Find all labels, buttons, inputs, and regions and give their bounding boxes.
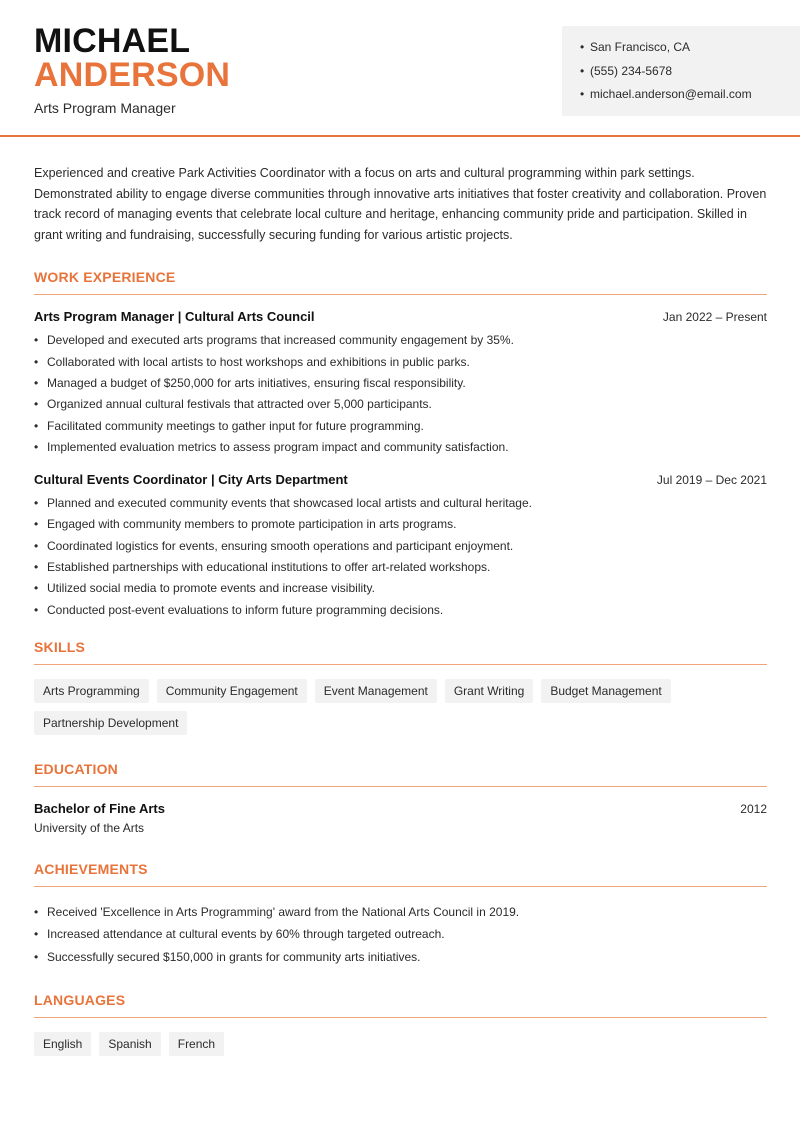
language-tags [34, 1032, 767, 1056]
skills-tags [34, 679, 767, 735]
language-tag: French [169, 1032, 224, 1056]
section-title: ACHIEVEMENTS [34, 861, 767, 887]
job-dates: Jan 2022 – Present [662, 310, 767, 325]
bullet-icon: • [580, 40, 585, 54]
list-item: • Organized annual cultural festivals that attracted over 5,000 participants. [34, 394, 767, 415]
job-role: Arts Program Manager | Cultural Arts Council [34, 309, 315, 325]
job-role: Cultural Events Coordinator | City Arts Department [34, 472, 348, 488]
section-title: EDUCATION [34, 761, 767, 787]
list-item: • Successfully secured $150,000 in grants for community arts initiatives. [34, 946, 767, 969]
language-tag: English [34, 1032, 91, 1056]
school-name: University of the Arts [34, 820, 145, 835]
list-item: • Developed and executed arts programs that increased community engagement by 35%. [34, 330, 767, 351]
contact-location-text: San Francisco, CA [590, 40, 691, 54]
professional-summary: Experienced and creative Park Activities Coordinator with a focus on arts and cultural programming within park settings. Demonstrated ability to engage diverse communities through innovative arts initiatives that foster creativity and collaboration. Proven track record of managing events that celebrate local culture and heritage, enhancing community pride and participation. Skilled in grant writing and fundraising, successfully securing funding for various artistic projects. [34, 166, 767, 242]
list-item: • Planned and executed community events that showcased local artists and cultural heritage. [34, 493, 767, 514]
work-experience-section [34, 269, 767, 621]
job-bullets [34, 330, 767, 458]
bullet-icon: • [580, 63, 585, 78]
skill-tag: Grant Writing [445, 679, 533, 703]
skill-tag: Event Management [315, 679, 437, 703]
list-item: • Increased attendance at cultural events by 60% through targeted outreach. [34, 923, 767, 946]
job-dates: Jul 2019 – Dec 2021 [656, 473, 767, 488]
list-item: • Received 'Excellence in Arts Programming' award from the National Arts Council in 2019. [34, 901, 767, 924]
resume-header [0, 0, 800, 137]
list-item: • Engaged with community members to promote participation in arts programs. [34, 514, 767, 535]
section-title: LANGUAGES [34, 992, 767, 1018]
list-item: • Coordinated logistics for events, ensuring smooth operations and participant enjoyment. [34, 536, 767, 557]
contact-phone-text: (555) 234-5678 [590, 63, 673, 78]
graduation-year: 2012 [740, 801, 767, 816]
job-title: Arts Program Manager [34, 100, 176, 116]
contact-email-text: michael.anderson@email.com [590, 87, 752, 101]
language-tag: Spanish [99, 1032, 160, 1056]
skill-tag: Partnership Development [34, 711, 187, 735]
section-title: WORK EXPERIENCE [34, 269, 767, 295]
skills-section [34, 639, 767, 735]
list-item: • Conducted post-event evaluations to inform future programming decisions. [34, 600, 767, 621]
list-item: • Facilitated community meetings to gather input for future programming. [34, 416, 767, 437]
last-name: ANDERSON [34, 56, 231, 94]
resume-body [34, 163, 767, 1074]
contact-location [580, 38, 800, 62]
list-item: • Managed a budget of $250,000 for arts initiatives, ensuring fiscal responsibility. [34, 373, 767, 394]
list-item: • Collaborated with local artists to host workshops and exhibitions in public parks. [34, 352, 767, 373]
skill-tag: Arts Programming [34, 679, 149, 703]
job-entry [34, 472, 767, 621]
job-bullets [34, 493, 767, 621]
degree: Bachelor of Fine Arts [34, 800, 165, 816]
skill-tag: Community Engagement [157, 679, 307, 703]
skill-tag: Budget Management [541, 679, 670, 703]
contact-email [580, 85, 800, 109]
education-section [34, 761, 767, 835]
languages-section [34, 992, 767, 1056]
job-entry [34, 309, 767, 458]
list-item: • Established partnerships with educational institutions to offer art-related workshops. [34, 557, 767, 578]
contact-phone [580, 62, 800, 86]
achievements-list [34, 901, 767, 969]
list-item: • Utilized social media to promote events and increase visibility. [34, 578, 767, 599]
first-name: MICHAEL [34, 22, 191, 60]
section-title: SKILLS [34, 639, 767, 665]
contact-box [562, 26, 800, 116]
achievements-section [34, 861, 767, 969]
bullet-icon: • [580, 87, 585, 101]
list-item: • Implemented evaluation metrics to assess program impact and community satisfaction. [34, 437, 767, 458]
